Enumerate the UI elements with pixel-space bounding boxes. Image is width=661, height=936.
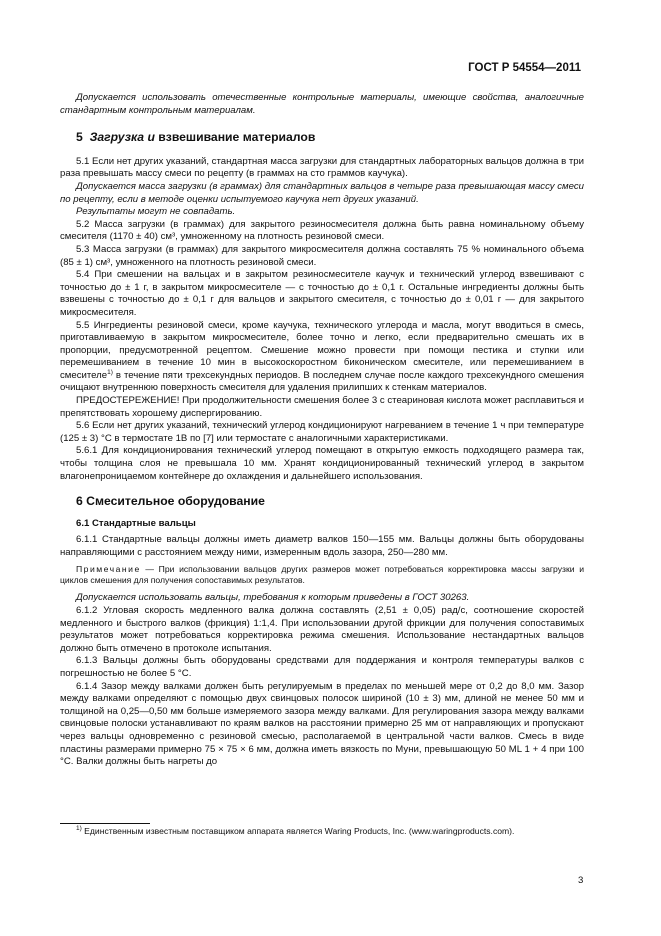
note-paragraph	[60, 564, 584, 587]
footnote	[76, 826, 584, 837]
footnote-reference[interactable]: 1)	[107, 368, 113, 376]
section-5-number: 5	[76, 130, 83, 145]
footnote-divider	[60, 823, 150, 824]
paragraph-5-2: 5.2 Масса загрузки (в граммах) для закрытого резиносмесителя должна быть равна номинальному объему смесителя (1170 ± 40) см³, умноженному на плотность резиновой смеси.	[60, 218, 584, 243]
paragraph-6-1-allow: Допускается использовать вальцы, требования к которым приведены в ГОСТ 30263.	[76, 592, 470, 604]
note-label: Примечание	[76, 563, 141, 574]
section-6-heading: 6 Смесительное оборудование	[76, 494, 265, 509]
paragraph-5-5-part1: 5.5 Ингредиенты резиновой смеси, кроме каучука, технического углерода и масла, могут вводиться в смесь, приготавливаемую в закрытом микросмесителе, более точно и легко, если предварительно смешать их в пропорции, предусмотренной рецептом. Смешение можно провести при помощи пестика и ступки или перемешиванием в течение 10 мин в высокоскоростном биконическом смесителе, или перемешиванием в смесителе	[60, 319, 584, 381]
section-5-heading	[60, 131, 584, 144]
intro-paragraph: Допускается использовать отечественные контрольные материалы, имеющие свойства, аналогичные стандартным контрольным материалам.	[60, 92, 584, 116]
paragraph-5-5	[60, 320, 584, 396]
paragraph-6-1-1: 6.1.1 Стандартные вальцы должны иметь диаметр валков 150—155 мм. Вальцы должны быть оборудованы направляющими с расстоянием между ними, измеренным вдоль зазора, 250—280 мм.	[60, 534, 584, 558]
paragraph-5-4: 5.4 При смешении на вальцах и в закрытом резиносмесителе каучук и технический углерод взвешивают с точностью до ± 1 г, в закрытом микросмесителе — с точностью до ± 0,1 г. Остальные ингредиенты должны быть взвешены с точностью до ± 0,1 г для вальцов и закрытого смесителя, с точностью до ± 0,01 г — для закрытого микросмесителя.	[60, 269, 584, 318]
section-5-title-italic: Загрузка и	[89, 130, 155, 145]
warning-paragraph: ПРЕДОСТЕРЕЖЕНИЕ! При продолжительности смешения более 3 с стеариновая кислота может расплавиться и препятствовать хорошему диспергированию.	[60, 395, 584, 419]
paragraph-5-6-1: 5.6.1 Для кондиционирования технический углерод помещают в открытую емкость подходящего размера так, чтобы толщина слоя не превышала 10 мм. Хранят кондиционированный технический углерод в закрытом влагонепроницаемом контейнере до охлаждения и дальнейшего использования.	[60, 445, 584, 482]
section-5-title-rest: взвешивание материалов	[154, 130, 316, 145]
note-text: — При использовании вальцов других размеров может потребоваться корректировка массы загрузки и циклов смешения для получения сопоставимых результатов.	[60, 563, 584, 585]
paragraph-5-1-allow: Допускается масса загрузки (в граммах) для стандартных вальцов в четыре раза превышающая массу смеси по рецепту, если в методе оценки испытуемого каучука нет других указаний.	[60, 180, 584, 205]
page-body	[60, 92, 584, 769]
page-number: 3	[578, 875, 584, 886]
paragraph-5-5-part2: в течение пяти трехсекундных периодов. В последнем случае после каждого трехсекундного смешения очищают внутреннюю поверхность смесителя для удаления прилипших к стенкам материалов.	[60, 369, 584, 394]
paragraph-6-1-4: 6.1.4 Зазор между валками должен быть регулируемым в пределах по меньшей мере от 0,2 до 8,0 мм. Зазор между валками определяют с помощью двух свинцовых полосок шириной (10 ± 3) мм, длиной не менее 50 мм и толщиной на 0,25—0,50 мм больше измеряемого зазора между валками. Для регулирования зазора между валками свинцовые полоски устанавливают по краям валков на расстоянии примерно 25 мм от направляющих и пропускают через вальцы одновременно с резиновой смесью, располагаемой в центральной части валков. Смесь в виде пластины размерами примерно 75 × 75 × 6 мм, должна иметь вязкость по Муни, превышающую 50 ML 1 + 4 при 100 °С. Валки должны быть нагреты до	[60, 680, 584, 768]
paragraph-6-1-3: 6.1.3 Вальцы должны быть оборудованы средствами для поддержания и контроля температуры валков с погрешностью не более 5 °С.	[60, 655, 584, 679]
footnote-mark: 1)	[76, 825, 82, 833]
paragraph-5-3: 5.3 Масса загрузки (в граммах) для закрытого микросмесителя должна составлять 75 % номинального объема (85 ± 1) см³, умноженного на плотность резиновой смеси.	[60, 243, 584, 268]
paragraph-5-1: 5.1 Если нет других указаний, стандартная масса загрузки для стандартных лабораторных вальцов должна в три раза превышать массу смеси по рецепту (в граммах на сто граммов каучука).	[60, 155, 584, 180]
paragraph-5-6: 5.6 Если нет других указаний, технический углерод кондиционируют нагреванием в течение 1 ч при температуре (125 ± 3) °С в термостате 1В по [7] или термостате с аналогичными характеристиками.	[60, 420, 584, 444]
standard-header: ГОСТ Р 54554—2011	[468, 62, 581, 74]
subsection-6-1-heading: 6.1 Стандартные вальцы	[76, 517, 196, 529]
paragraph-5-1-results: Результаты могут не совпадать.	[76, 206, 236, 218]
footnote-text: Единственным известным поставщиком аппарата является Waring Products, Inc. (www.waringproducts.com).	[81, 826, 515, 836]
paragraph-6-1-2: 6.1.2 Угловая скорость медленного валка должна составлять (2,51 ± 0,05) рад/с, соотношение скоростей медленного и быстрого валков (фрикция) 1:1,4. При использовании другой фрикции для получения сопоставимых результатов может потребоваться корректировка режима смешения. Использование нестандартных вальцов должно быть отмечено в протоколе испытания.	[60, 605, 584, 654]
